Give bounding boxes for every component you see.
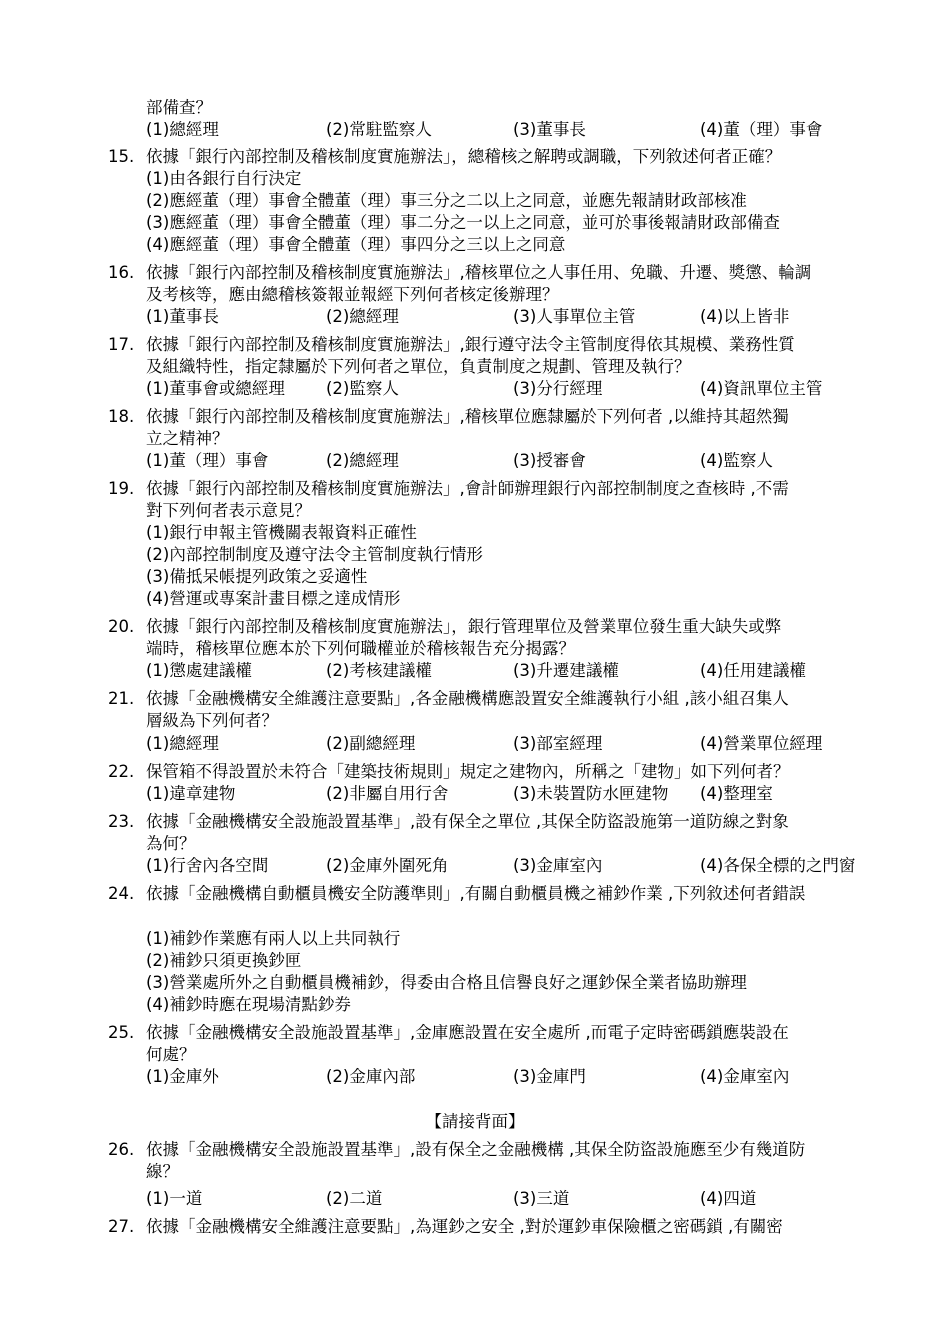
- option: (2)總經理: [326, 451, 399, 470]
- question-text-line: 層級為下列何者？: [146, 711, 278, 730]
- option: (1)董事會或總經理: [146, 379, 285, 398]
- option: (1)一道: [146, 1189, 203, 1208]
- option: (2)副總經理: [326, 734, 416, 753]
- question-text-line: (3)應經董（理）事會全體董（理）事二分之一以上之同意，並可於事後報請財政部備查: [146, 213, 780, 232]
- question-text-line: 依據「銀行內部控制及稽核制度實施辦法」,會計師辦理銀行內部控制制度之查核時 ,不需: [146, 479, 789, 498]
- option: (1)行舍內各空間: [146, 856, 269, 875]
- option: (1)總經理: [146, 734, 219, 753]
- option: (3)人事單位主管: [513, 307, 636, 326]
- question-text-line: 線？: [146, 1162, 179, 1181]
- question-text-line: 依據「銀行內部控制及稽核制度實施辦法」，總稽核之解聘或調職，下列敘述何者正確？: [146, 147, 782, 166]
- question-text-line: 為何？: [146, 834, 196, 853]
- question-text-line: 依據「銀行內部控制及稽核制度實施辦法」,稽核單位之人事任用、免職、升遷、獎懲、輪調: [146, 263, 812, 282]
- option-row: [146, 450, 886, 472]
- option-row: [146, 119, 886, 141]
- option: (4)監察人: [700, 451, 773, 470]
- option: (3)升遷建議權: [513, 661, 619, 680]
- question-text-line: (1)補鈔作業應有兩人以上共同執行: [146, 929, 401, 948]
- question-text-line: 及考核等，應由總稽核簽報並報經下列何者核定後辦理？: [146, 285, 559, 304]
- question-text-line: 立之精神？: [146, 429, 229, 448]
- option: (4)金庫室內: [700, 1067, 790, 1086]
- question-text-line: 依據「金融機構安全設施設置基準」,設有保全之單位 ,其保全防盜設施第一道防線之對象: [146, 812, 789, 831]
- question-number: 23.: [108, 812, 135, 831]
- option: (1)董事長: [146, 307, 219, 326]
- question-number: 22.: [108, 762, 135, 781]
- question-text-line: 依據「金融機構自動櫃員機安全防護準則」,有關自動櫃員機之補鈔作業 ,下列敘述何者錯誤: [146, 884, 806, 903]
- question-text-line: 端時，稽核單位應本於下列何職權並於稽核報告充分揭露？: [146, 639, 575, 658]
- option: (3)未裝置防水匣建物: [513, 784, 669, 803]
- question-text-line: 依據「銀行內部控制及稽核制度實施辦法」，銀行管理單位及營業單位發生重大缺失或弊: [146, 617, 782, 636]
- option: (3)金庫門: [513, 1067, 586, 1086]
- option: (4)任用建議權: [700, 661, 806, 680]
- question-text-line: (4)補鈔時應在現場清點鈔券: [146, 995, 351, 1014]
- question-number: 17.: [108, 335, 135, 354]
- question-text-line: (4)營運或專案計畫目標之達成情形: [146, 589, 401, 608]
- question-text-line: (3)備抵呆帳提列政策之妥適性: [146, 567, 368, 586]
- option-row: [146, 660, 886, 682]
- option: (1)懲處建議權: [146, 661, 252, 680]
- option: (4)各保全標的之門窗: [700, 856, 856, 875]
- question-text-line: 依據「金融機構安全維護注意要點」,各金融機構應設置安全維護執行小組 ,該小組召集人: [146, 689, 789, 708]
- option: (2)考核建議權: [326, 661, 432, 680]
- question-text-line: (4)應經董（理）事會全體董（理）事四分之三以上之同意: [146, 235, 566, 254]
- option: (3)授審會: [513, 451, 586, 470]
- option: (4)以上皆非: [700, 307, 790, 326]
- question-text-line: 保管箱不得設置於未符合「建築技術規則」規定之建物內，所稱之「建物」如下列何者？: [146, 762, 790, 781]
- question-text-line: (2)內部控制制度及遵守法令主管制度執行情形: [146, 545, 483, 564]
- question-text-line: 依據「銀行內部控制及稽核制度實施辦法」,稽核單位應隸屬於下列何者 ,以維持其超然獨: [146, 407, 789, 426]
- option-row: [146, 1066, 886, 1088]
- option: (2)金庫外圍死角: [326, 856, 449, 875]
- option: (4)整理室: [700, 784, 773, 803]
- question-text-line: 何處？: [146, 1045, 196, 1064]
- option: (3)部室經理: [513, 734, 603, 753]
- question-number: 27.: [108, 1217, 135, 1236]
- option: (3)分行經理: [513, 379, 603, 398]
- option: (1)金庫外: [146, 1067, 219, 1086]
- option: (2)二道: [326, 1189, 383, 1208]
- question-number: 24.: [108, 884, 135, 903]
- question-number: 20.: [108, 617, 135, 636]
- question-number: 15.: [108, 147, 135, 166]
- option-row: [146, 855, 886, 877]
- option: (3)金庫室內: [513, 856, 603, 875]
- option: (3)三道: [513, 1189, 570, 1208]
- option: (4)董（理）事會: [700, 120, 823, 139]
- option: (1)董（理）事會: [146, 451, 269, 470]
- question-text-line: 依據「金融機構安全設施設置基準」,設有保全之金融機構 ,其保全防盜設施應至少有幾道防: [146, 1140, 806, 1159]
- question-text-line: 對下列何者表示意見？: [146, 501, 311, 520]
- question-number: 26.: [108, 1140, 135, 1159]
- question-number: 25.: [108, 1023, 135, 1042]
- continue-note: 【請接背面】: [425, 1112, 525, 1131]
- question-number: 18.: [108, 407, 135, 426]
- option: (2)監察人: [326, 379, 399, 398]
- option-row: [146, 378, 886, 400]
- question-number: 21.: [108, 689, 135, 708]
- question-number: 16.: [108, 263, 135, 282]
- option: (2)非屬自用行舍: [326, 784, 449, 803]
- option: (3)董事長: [513, 120, 586, 139]
- option-row: [146, 1188, 886, 1210]
- option: (2)金庫內部: [326, 1067, 416, 1086]
- option-row: [146, 783, 886, 805]
- question-text-line: 部備查？: [146, 98, 212, 117]
- question-text-line: 依據「金融機構安全維護注意要點」,為運鈔之安全 ,對於運鈔車保險櫃之密碼鎖 ,有關密: [146, 1217, 783, 1236]
- option: (4)四道: [700, 1189, 757, 1208]
- option: (2)總經理: [326, 307, 399, 326]
- option: (1)總經理: [146, 120, 219, 139]
- question-text-line: (2)補鈔只須更換鈔匣: [146, 951, 302, 970]
- option-row: [146, 733, 886, 755]
- question-text-line: (3)營業處所外之自動櫃員機補鈔，得委由合格且信譽良好之運鈔保全業者協助辦理: [146, 973, 747, 992]
- question-text-line: (1)由各銀行自行決定: [146, 169, 302, 188]
- question-text-line: 依據「銀行內部控制及稽核制度實施辦法」,銀行遵守法令主管制度得依其規模、業務性質: [146, 335, 795, 354]
- question-text-line: (1)銀行申報主管機關表報資料正確性: [146, 523, 417, 542]
- question-text-line: 及組織特性，指定隸屬於下列何者之單位，負責制度之規劃、管理及執行？: [146, 357, 691, 376]
- option: (4)營業單位經理: [700, 734, 823, 753]
- option: (4)資訊單位主管: [700, 379, 823, 398]
- option-row: [146, 306, 886, 328]
- question-number: 19.: [108, 479, 135, 498]
- question-text-line: (2)應經董（理）事會全體董（理）事三分之二以上之同意，並應先報請財政部核准: [146, 191, 747, 210]
- option: (1)違章建物: [146, 784, 236, 803]
- option: (2)常駐監察人: [326, 120, 432, 139]
- question-text-line: 依據「金融機構安全設施設置基準」,金庫應設置在安全處所 ,而電子定時密碼鎖應裝設在: [146, 1023, 789, 1042]
